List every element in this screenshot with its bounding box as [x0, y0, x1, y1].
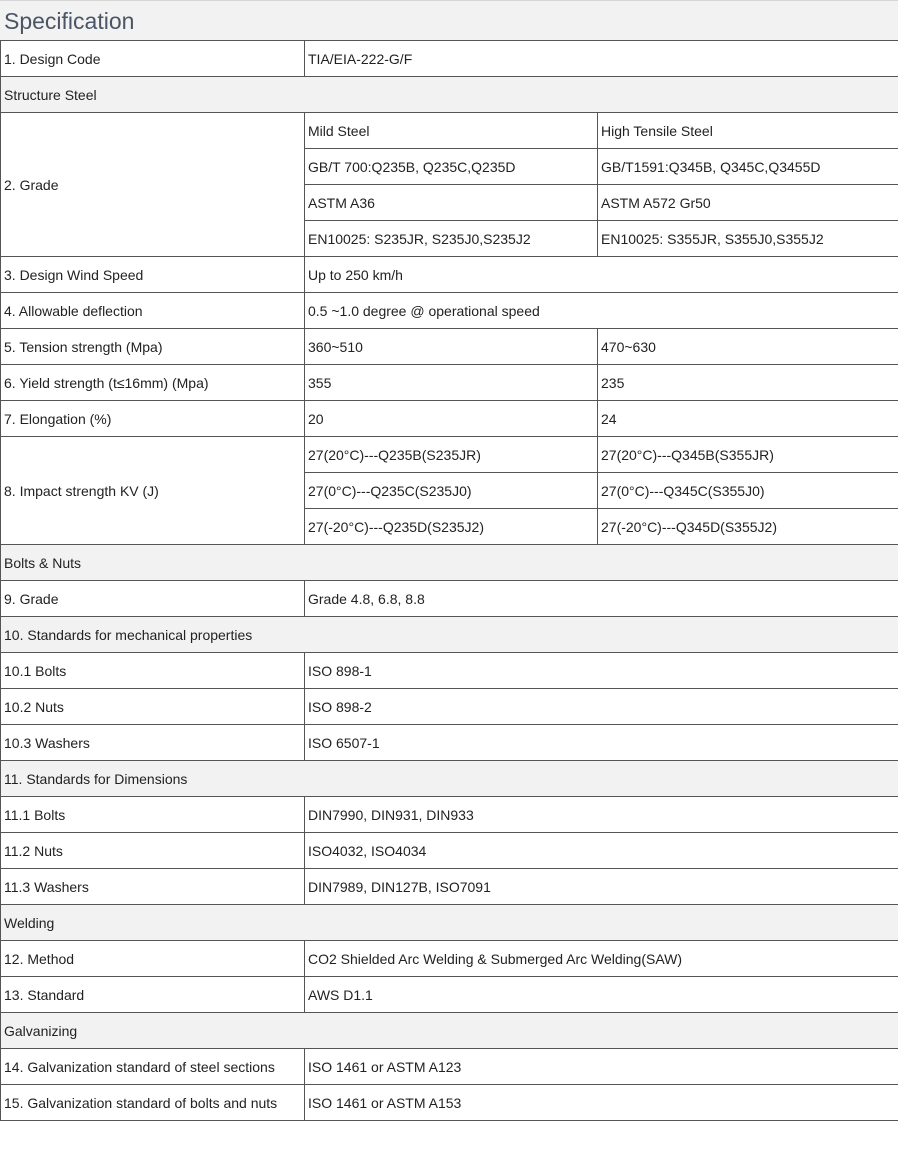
mild-value: 20	[305, 401, 598, 437]
row-label: 15. Galvanization standard of bolts and nuts	[1, 1085, 305, 1121]
table-row	[1, 689, 898, 725]
mild-value: 355	[305, 365, 598, 401]
table-row	[1, 581, 898, 617]
high-value: 24	[598, 401, 898, 437]
row-label: 11.3 Washers	[1, 869, 305, 905]
table-row	[1, 1049, 898, 1085]
table-row	[1, 41, 898, 77]
row-label: 12. Method	[1, 941, 305, 977]
table-row	[1, 329, 898, 365]
row-label: 10.1 Bolts	[1, 653, 305, 689]
row-value: 0.5 ~1.0 degree @ operational speed	[305, 293, 898, 329]
row-label: 3. Design Wind Speed	[1, 257, 305, 293]
high-value: 235	[598, 365, 898, 401]
high-value: 27(-20°C)---Q345D(S355J2)	[598, 509, 898, 545]
row-label: 10.2 Nuts	[1, 689, 305, 725]
table-row	[1, 941, 898, 977]
row-label: 8. Impact strength KV (J)	[1, 437, 305, 545]
high-value: EN10025: S355JR, S355J0,S355J2	[598, 221, 898, 257]
table-row	[1, 365, 898, 401]
row-value: AWS D1.1	[305, 977, 898, 1013]
row-label: 4. Allowable deflection	[1, 293, 305, 329]
row-label: 13. Standard	[1, 977, 305, 1013]
mild-value: 27(-20°C)---Q235D(S235J2)	[305, 509, 598, 545]
mild-value: 27(0°C)---Q235C(S235J0)	[305, 473, 598, 509]
section-row	[1, 617, 898, 653]
table-row	[1, 113, 898, 149]
table-row	[1, 401, 898, 437]
table-row	[1, 833, 898, 869]
mild-value: 27(20°C)---Q235B(S235JR)	[305, 437, 598, 473]
row-value: DIN7989, DIN127B, ISO7091	[305, 869, 898, 905]
row-value: ISO 898-2	[305, 689, 898, 725]
row-label: 5. Tension strength (Mpa)	[1, 329, 305, 365]
mild-value: GB/T 700:Q235B, Q235C,Q235D	[305, 149, 598, 185]
section-row	[1, 905, 898, 941]
row-value: Up to 250 km/h	[305, 257, 898, 293]
high-value: 470~630	[598, 329, 898, 365]
row-value: DIN7990, DIN931, DIN933	[305, 797, 898, 833]
table-row	[1, 257, 898, 293]
row-label: 9. Grade	[1, 581, 305, 617]
row-value: ISO4032, ISO4034	[305, 833, 898, 869]
row-label: 10.3 Washers	[1, 725, 305, 761]
section-row	[1, 761, 898, 797]
section-heading: Galvanizing	[1, 1013, 898, 1049]
row-value: TIA/EIA-222-G/F	[305, 41, 898, 77]
high-value: GB/T1591:Q345B, Q345C,Q3455D	[598, 149, 898, 185]
row-label: 7. Elongation (%)	[1, 401, 305, 437]
section-row	[1, 545, 898, 581]
row-label: 6. Yield strength (t≤16mm) (Mpa)	[1, 365, 305, 401]
row-label: 2. Grade	[1, 113, 305, 257]
section-row	[1, 1013, 898, 1049]
high-value: 27(0°C)---Q345C(S355J0)	[598, 473, 898, 509]
row-value: ISO 6507-1	[305, 725, 898, 761]
table-row	[1, 869, 898, 905]
row-value: Grade 4.8, 6.8, 8.8	[305, 581, 898, 617]
table-row	[1, 725, 898, 761]
row-value: CO2 Shielded Arc Welding & Submerged Arc Welding(SAW)	[305, 941, 898, 977]
specification-table	[0, 40, 898, 1121]
section-heading: Structure Steel	[1, 77, 898, 113]
section-row	[1, 77, 898, 113]
table-row	[1, 1085, 898, 1121]
row-value: ISO 898-1	[305, 653, 898, 689]
table-row	[1, 653, 898, 689]
row-label: 1. Design Code	[1, 41, 305, 77]
mild-value: ASTM A36	[305, 185, 598, 221]
table-row	[1, 797, 898, 833]
mild-steel-header: Mild Steel	[305, 113, 598, 149]
section-heading: Welding	[1, 905, 898, 941]
row-label: 14. Galvanization standard of steel sections	[1, 1049, 305, 1085]
table-row	[1, 293, 898, 329]
table-row	[1, 437, 898, 473]
section-heading: Bolts & Nuts	[1, 545, 898, 581]
page-title: Specification	[4, 8, 135, 34]
section-heading: 10. Standards for mechanical properties	[1, 617, 898, 653]
title-bar	[0, 0, 898, 40]
high-value: 27(20°C)---Q345B(S355JR)	[598, 437, 898, 473]
high-value: ASTM A572 Gr50	[598, 185, 898, 221]
row-label: 11.2 Nuts	[1, 833, 305, 869]
section-heading: 11. Standards for Dimensions	[1, 761, 898, 797]
mild-value: 360~510	[305, 329, 598, 365]
table-row	[1, 977, 898, 1013]
row-value: ISO 1461 or ASTM A123	[305, 1049, 898, 1085]
row-value: ISO 1461 or ASTM A153	[305, 1085, 898, 1121]
high-tensile-steel-header: High Tensile Steel	[598, 113, 898, 149]
row-label: 11.1 Bolts	[1, 797, 305, 833]
mild-value: EN10025: S235JR, S235J0,S235J2	[305, 221, 598, 257]
